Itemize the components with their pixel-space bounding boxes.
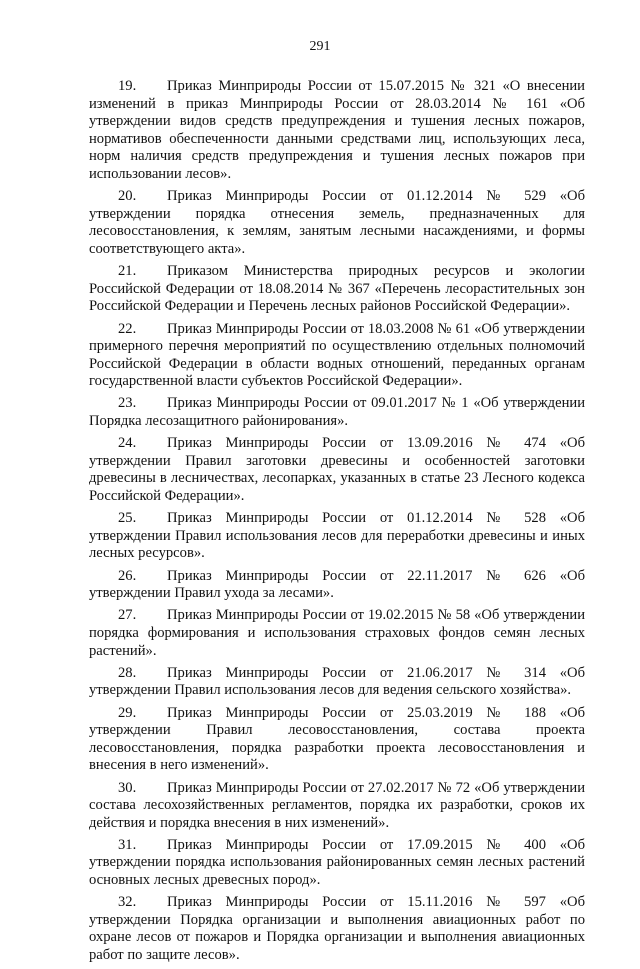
list-item	[89, 435, 585, 505]
list-item-number: 21.	[118, 263, 137, 280]
list-item-number: 29.	[118, 704, 137, 721]
list-item-text: Приказ Минприроды России от 15.07.2015 № 321 «О внесении изменений в приказ Минприроды России от 28.03.2014 № 161 «Об утверждении видов средств предупреждения и тушения лесных пожаров, нормативов обеспеченности данными средствами лиц, использующих леса, норм наличия средств предупреждения и тушения лесных пожаров при использовании лесов».	[89, 78, 585, 182]
list-item	[89, 665, 585, 700]
list-item-text: Приказ Минприроды России от 18.03.2008 № 61 «Об утверждении примерного перечня мероприятий по осуществлению отдельных полномочий Российской Федерации в области водных отношений, переданных органам государственной власти субъектов Российской Федерации».	[89, 320, 585, 390]
list-item-text: Приказ Минприроды России от 19.02.2015 № 58 «Об утверждении порядка формирования и использования страховых фондов семян лесных растений».	[89, 607, 585, 659]
list-item-text: Приказ Минприроды России от 21.06.2017 № 314 «Об утверждении Правил использования лесов для ведения сельского хозяйства».	[89, 664, 585, 699]
list-item-number: 27.	[118, 607, 137, 624]
list-item	[89, 607, 585, 660]
list-item	[89, 837, 585, 890]
list-item-text: Приказ Минприроды России от 01.12.2014 № 529 «Об утверждении порядка отнесения земель, предназначенных для лесовосстановления, к землям, занятым лесными насаждениями, и формы соответствующего акта».	[89, 188, 585, 257]
list-item-number: 20.	[118, 188, 137, 205]
page-number: 291	[309, 39, 331, 54]
list-item-text: Приказом Министерства природных ресурсов и экологии Российской Федерации от 18.08.2014 № 367 «Перечень лесорастительных зон Российской Федерации и Перечень лесных районов Российской Федерации».	[89, 263, 585, 315]
list-item-text: Приказ Минприроды России от 13.09.2016 № 474 «Об утверждении Правил заготовки древесины и особенностей заготовки древесины в лесничествах, лесопарках, указанных в статье 23 Лесного кодекса Российской Федерации».	[89, 435, 585, 505]
regulation-list	[89, 78, 585, 969]
list-item-number: 23.	[118, 395, 137, 412]
list-item-text: Приказ Минприроды России от 22.11.2017 № 626 «Об утверждении Правил ухода за лесами».	[89, 567, 585, 602]
list-item-number: 24.	[118, 435, 137, 452]
list-item-text: Приказ Минприроды России от 27.02.2017 № 72 «Об утверждении состава лесохозяйственных регламентов, порядка их разработки, сроков их действия и порядка внесения в них изменений».	[89, 779, 585, 831]
list-item	[89, 705, 585, 775]
list-item-text: Приказ Минприроды России от 17.09.2015 № 400 «Об утверждении порядка использования районированных семян лесных растений основных лесных древесных пород».	[89, 836, 585, 889]
list-item	[89, 188, 585, 258]
list-item-number: 22.	[118, 320, 137, 337]
list-item	[89, 321, 585, 391]
list-item-text: Приказ Минприроды России от 09.01.2017 № 1 «Об утверждении Порядка лесозащитного районирования».	[89, 395, 585, 430]
list-item-text: Приказ Минприроды России от 15.11.2016 № 597 «Об утверждении Порядка организации и выполнения авиационных работ по охране лесов от пожаров и Порядка организации и выполнения авиационных работ по защите лесов».	[89, 894, 585, 964]
list-item-number: 31.	[118, 836, 137, 853]
list-item-number: 19.	[118, 78, 137, 94]
list-item-number: 30.	[118, 779, 137, 796]
list-item	[89, 395, 585, 430]
list-item	[89, 568, 585, 603]
list-item-number: 28.	[118, 664, 137, 681]
list-item-text: Приказ Минприроды России от 01.12.2014 № 528 «Об утверждении Правил использования лесов для переработки древесины и иных лесных ресурсов».	[89, 510, 585, 562]
list-item-number: 32.	[118, 894, 137, 911]
list-item	[89, 780, 585, 833]
list-item	[89, 510, 585, 563]
list-item-number: 26.	[118, 567, 137, 584]
list-item-number: 25.	[118, 510, 137, 527]
list-item-text: Приказ Минприроды России от 25.03.2019 № 188 «Об утверждении Правил лесовосстановления, состава проекта лесовосстановления, порядка разработки проекта лесовосстановления и внесения в него изменений».	[89, 704, 585, 774]
list-item	[89, 78, 585, 184]
list-item	[89, 263, 585, 316]
